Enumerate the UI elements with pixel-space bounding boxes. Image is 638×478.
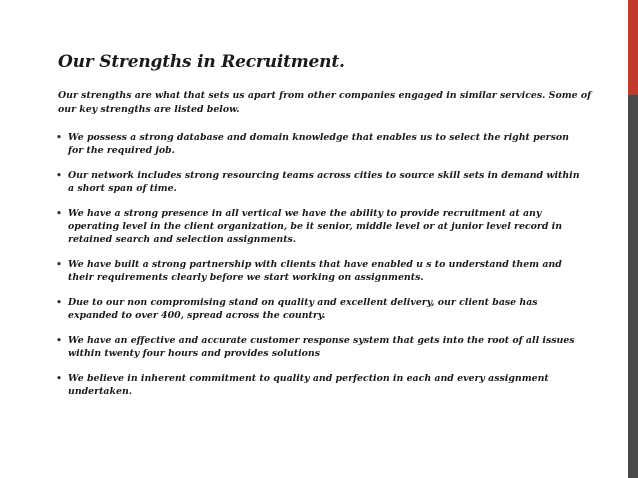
list-item xyxy=(56,131,586,157)
accent-bar-highlight xyxy=(628,0,638,95)
bullet-icon: • xyxy=(56,208,62,219)
list-item-text: We have built a strong partnership with clients that have enabled u s to understand them and their requirements clearly before we start working on assignments. xyxy=(68,259,562,283)
list-item-text: We have a strong presence in all vertical we have the ability to provide recruitment at any operating level in the client organization, be it senior, middle level or at junior level record in retained search and selection assignments. xyxy=(68,208,563,245)
list-item xyxy=(56,372,586,398)
list-item xyxy=(56,169,586,195)
list-item xyxy=(56,258,586,284)
list-item-text: We believe in inherent commitment to quality and perfection in each and every assignment undertaken. xyxy=(68,373,549,397)
bullet-icon: • xyxy=(56,259,62,270)
list-item xyxy=(56,296,586,322)
bullet-icon: • xyxy=(56,170,62,181)
list-item xyxy=(56,334,586,360)
slide-title: Our Strengths in Recruitment. xyxy=(58,52,345,72)
list-item xyxy=(56,207,586,246)
bullet-icon: • xyxy=(56,335,62,346)
strengths-list xyxy=(56,131,586,410)
list-item-text: Our network includes strong resourcing teams across cities to source skill sets in demand within a short span of time. xyxy=(68,170,580,194)
intro-paragraph: Our strengths are what that sets us apart from other companies engaged in similar services. Some of our key strengths are listed below. xyxy=(58,90,592,115)
list-item-text: We possess a strong database and domain knowledge that enables us to select the right person for the required job. xyxy=(68,132,569,156)
list-item-text: We have an effective and accurate customer response system that gets into the root of all issues within twenty four hours and provides solutions xyxy=(68,335,575,359)
bullet-icon: • xyxy=(56,373,62,384)
bullet-icon: • xyxy=(56,132,62,143)
bullet-icon: • xyxy=(56,297,62,308)
list-item-text: Due to our non compromising stand on quality and excellent delivery, our client base has expanded to over 400, spread across the country. xyxy=(68,297,538,321)
